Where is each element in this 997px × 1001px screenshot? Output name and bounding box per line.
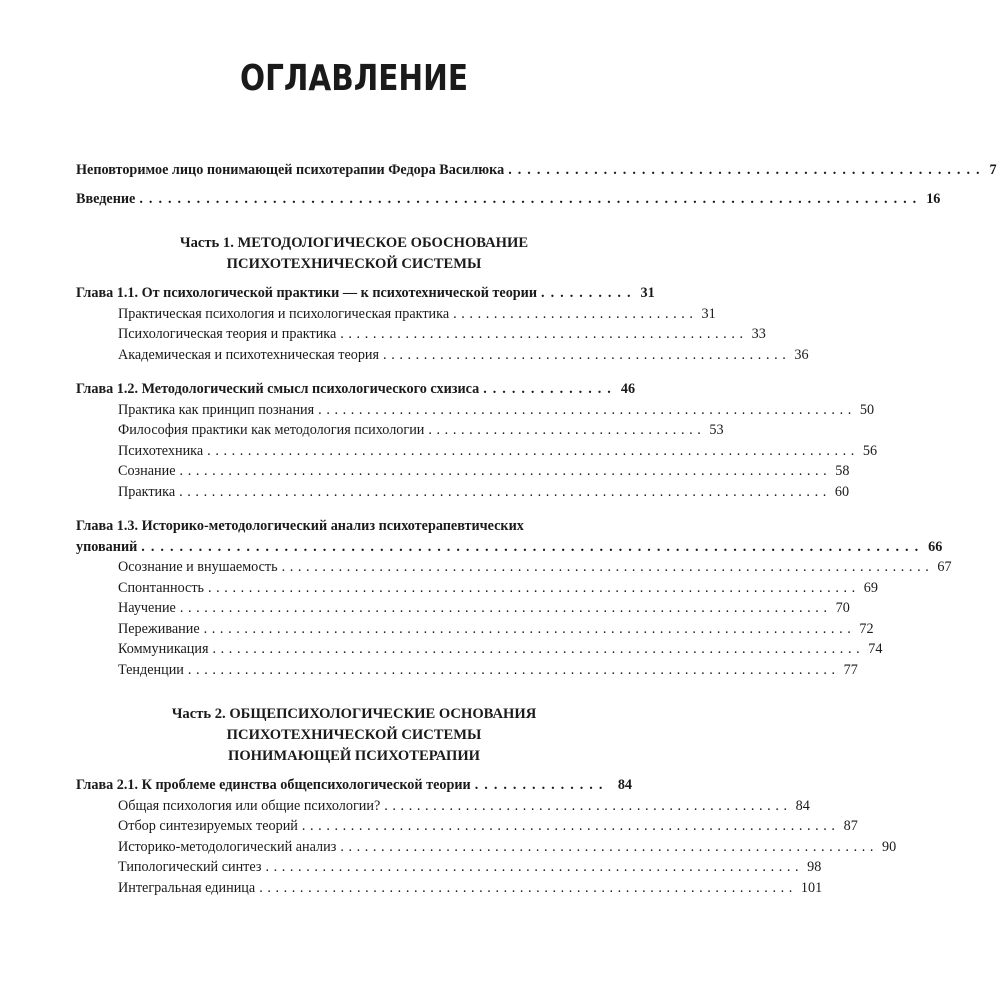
toc-chapter-label: Глава 2.1. К проблеме единства общепсихологической теории [76, 777, 471, 793]
page-title: ОГЛАВЛЕНИЕ [239, 58, 469, 99]
toc-section-label: Психотехника [118, 442, 204, 459]
toc-section-label: Научение [118, 600, 176, 616]
leader-dots: .................................................. [508, 162, 986, 178]
toc-page-number: 98 [807, 859, 822, 875]
toc-section[interactable] [76, 482, 850, 503]
toc-page-number: 16 [926, 190, 941, 207]
toc-section[interactable] [76, 441, 878, 462]
toc-entry-foreword[interactable] [76, 160, 997, 181]
toc-section[interactable] [76, 345, 809, 366]
toc-chapter-1-1[interactable] [76, 283, 655, 304]
toc-section[interactable] [76, 324, 766, 345]
toc-section-label: Тенденции [118, 661, 184, 678]
toc-page-number: 69 [863, 579, 878, 596]
leader-dots: .............. [483, 381, 617, 397]
leader-dots: .............. [474, 777, 609, 793]
leader-dots: .................................................. [340, 326, 748, 342]
toc-section[interactable] [76, 420, 724, 441]
leader-dots: ................................................................................ [207, 442, 859, 459]
leader-dots: ................................................................................ [212, 641, 865, 657]
toc-page-number: 50 [859, 401, 875, 418]
part-heading-line: ПСИХОТЕХНИЧЕСКОЙ СИСТЕМЫ [226, 256, 482, 272]
toc-chapter-1-2[interactable] [76, 379, 636, 400]
part-heading-line: ПОНИМАЮЩЕЙ ПСИХОТЕРАПИИ [227, 748, 481, 764]
toc-section[interactable] [76, 557, 952, 578]
leader-dots: .................................................................................. [141, 538, 925, 555]
part-heading-2 [76, 704, 632, 767]
toc-page-number: 101 [800, 879, 823, 896]
toc-entry-label: Неповторимое лицо понимающей психотерапии Федора Василюка [76, 162, 505, 178]
leader-dots: .................................................................. [265, 859, 804, 875]
toc-page-number: 46 [620, 381, 636, 397]
toc-section[interactable] [76, 400, 875, 421]
toc-section-label: Практическая психология и психологическая практика [118, 305, 450, 322]
toc-page-number: 66 [928, 538, 943, 555]
toc-section-label: Коммуникация [118, 641, 209, 657]
toc-section-label: Практика как принцип познания [118, 401, 315, 418]
toc-section[interactable] [76, 304, 716, 325]
toc-chapter-label: Глава 1.2. Методологический смысл психологического схизиса [76, 381, 480, 397]
toc-section-label: Академическая и психотехническая теория [118, 346, 380, 363]
leader-dots: ................................................................................ [187, 661, 840, 678]
toc-chapter-label: Глава 1.1. От психологической практики — к психотехнической теории [76, 285, 538, 301]
leader-dots: .............................. [453, 305, 698, 322]
toc-section-label: Психологическая теория и практика [118, 326, 337, 342]
toc-section[interactable] [76, 796, 810, 817]
leader-dots: .................................................. [384, 797, 792, 814]
toc-section[interactable] [76, 578, 878, 599]
toc-page-number: 53 [709, 422, 724, 438]
leader-dots: ................................................................................ [179, 463, 832, 479]
table-of-contents [76, 160, 997, 898]
part-heading-1 [76, 233, 632, 275]
toc-page-number: 33 [751, 326, 766, 342]
toc-page-number: 67 [937, 559, 952, 575]
leader-dots: ................................................................................ [208, 579, 860, 596]
toc-page-number: 90 [882, 838, 897, 855]
leader-dots: .................................................................. [301, 818, 840, 834]
leader-dots: .................................................. [383, 346, 791, 363]
toc-chapter-label: Глава 1.3. Историко-методологический анализ психотерапевтических [76, 518, 524, 534]
toc-page-number: 31 [701, 305, 716, 322]
toc-chapter-2-1[interactable] [76, 775, 632, 796]
toc-section-label: Переживание [118, 620, 200, 637]
toc-section[interactable] [76, 857, 822, 878]
leader-dots: .................................................................. [340, 838, 879, 855]
toc-page-number: 84 [617, 777, 632, 793]
leader-dots: .................................................................................. [139, 190, 923, 207]
toc-page-number: 74 [868, 641, 883, 657]
toc-entry-introduction[interactable] [76, 189, 941, 210]
toc-section-label: Философия практики как методология психологии [118, 422, 425, 438]
toc-page-number: 58 [835, 463, 850, 479]
toc-chapter-1-3[interactable] [76, 516, 632, 537]
leader-dots: .......... [541, 285, 637, 301]
toc-page-number: 31 [640, 285, 655, 301]
toc-chapter-label: упований [76, 538, 138, 555]
toc-page-number: 7 [989, 162, 997, 178]
toc-section-label: Типологический синтез [118, 859, 262, 875]
leader-dots: .................................................................. [259, 879, 797, 896]
toc-section[interactable] [76, 816, 858, 837]
leader-dots: .................................................................. [318, 401, 856, 418]
toc-page-number: 56 [862, 442, 878, 459]
toc-entry-label: Введение [76, 190, 136, 207]
toc-section-label: Историко-методологический анализ [118, 838, 337, 855]
toc-section[interactable] [76, 598, 850, 619]
toc-page-number: 70 [835, 600, 850, 616]
leader-dots: ................................................................................ [179, 600, 832, 616]
toc-page-number: 72 [859, 620, 874, 637]
toc-page-number: 87 [843, 818, 858, 834]
part-heading-line: ПСИХОТЕХНИЧЕСКОЙ СИСТЕМЫ [226, 727, 482, 743]
toc-section-label: Отбор синтезируемых теорий [118, 818, 298, 834]
toc-section[interactable] [76, 660, 858, 681]
toc-page-number: 77 [843, 661, 858, 678]
leader-dots: ................................................................................ [281, 559, 934, 575]
part-heading-line: Часть 1. МЕТОДОЛОГИЧЕСКОЕ ОБОСНОВАНИЕ [179, 235, 529, 251]
toc-section-label: Спонтанность [118, 579, 205, 596]
toc-page-number: 60 [834, 483, 850, 500]
toc-section[interactable] [76, 619, 874, 640]
toc-page-number: 36 [794, 346, 809, 363]
toc-section[interactable] [76, 461, 850, 482]
toc-section-label: Осознание и внушаемость [118, 559, 278, 575]
leader-dots: ................................................................................ [179, 483, 831, 500]
part-heading-line: Часть 2. ОБЩЕПСИХОЛОГИЧЕСКИЕ ОСНОВАНИЯ [171, 706, 537, 722]
leader-dots: ................................................................................ [203, 620, 856, 637]
toc-section[interactable] [76, 837, 897, 858]
toc-section[interactable] [76, 878, 823, 899]
toc-section-label: Интегральная единица [118, 879, 256, 896]
toc-section-label: Сознание [118, 463, 176, 479]
toc-section-label: Практика [118, 483, 176, 500]
toc-section[interactable] [76, 639, 883, 660]
toc-section-label: Общая психология или общие психологии? [118, 797, 381, 814]
toc-page-number: 84 [795, 797, 810, 814]
leader-dots: .................................. [428, 422, 706, 438]
toc-chapter-1-3-continued[interactable] [76, 537, 943, 558]
